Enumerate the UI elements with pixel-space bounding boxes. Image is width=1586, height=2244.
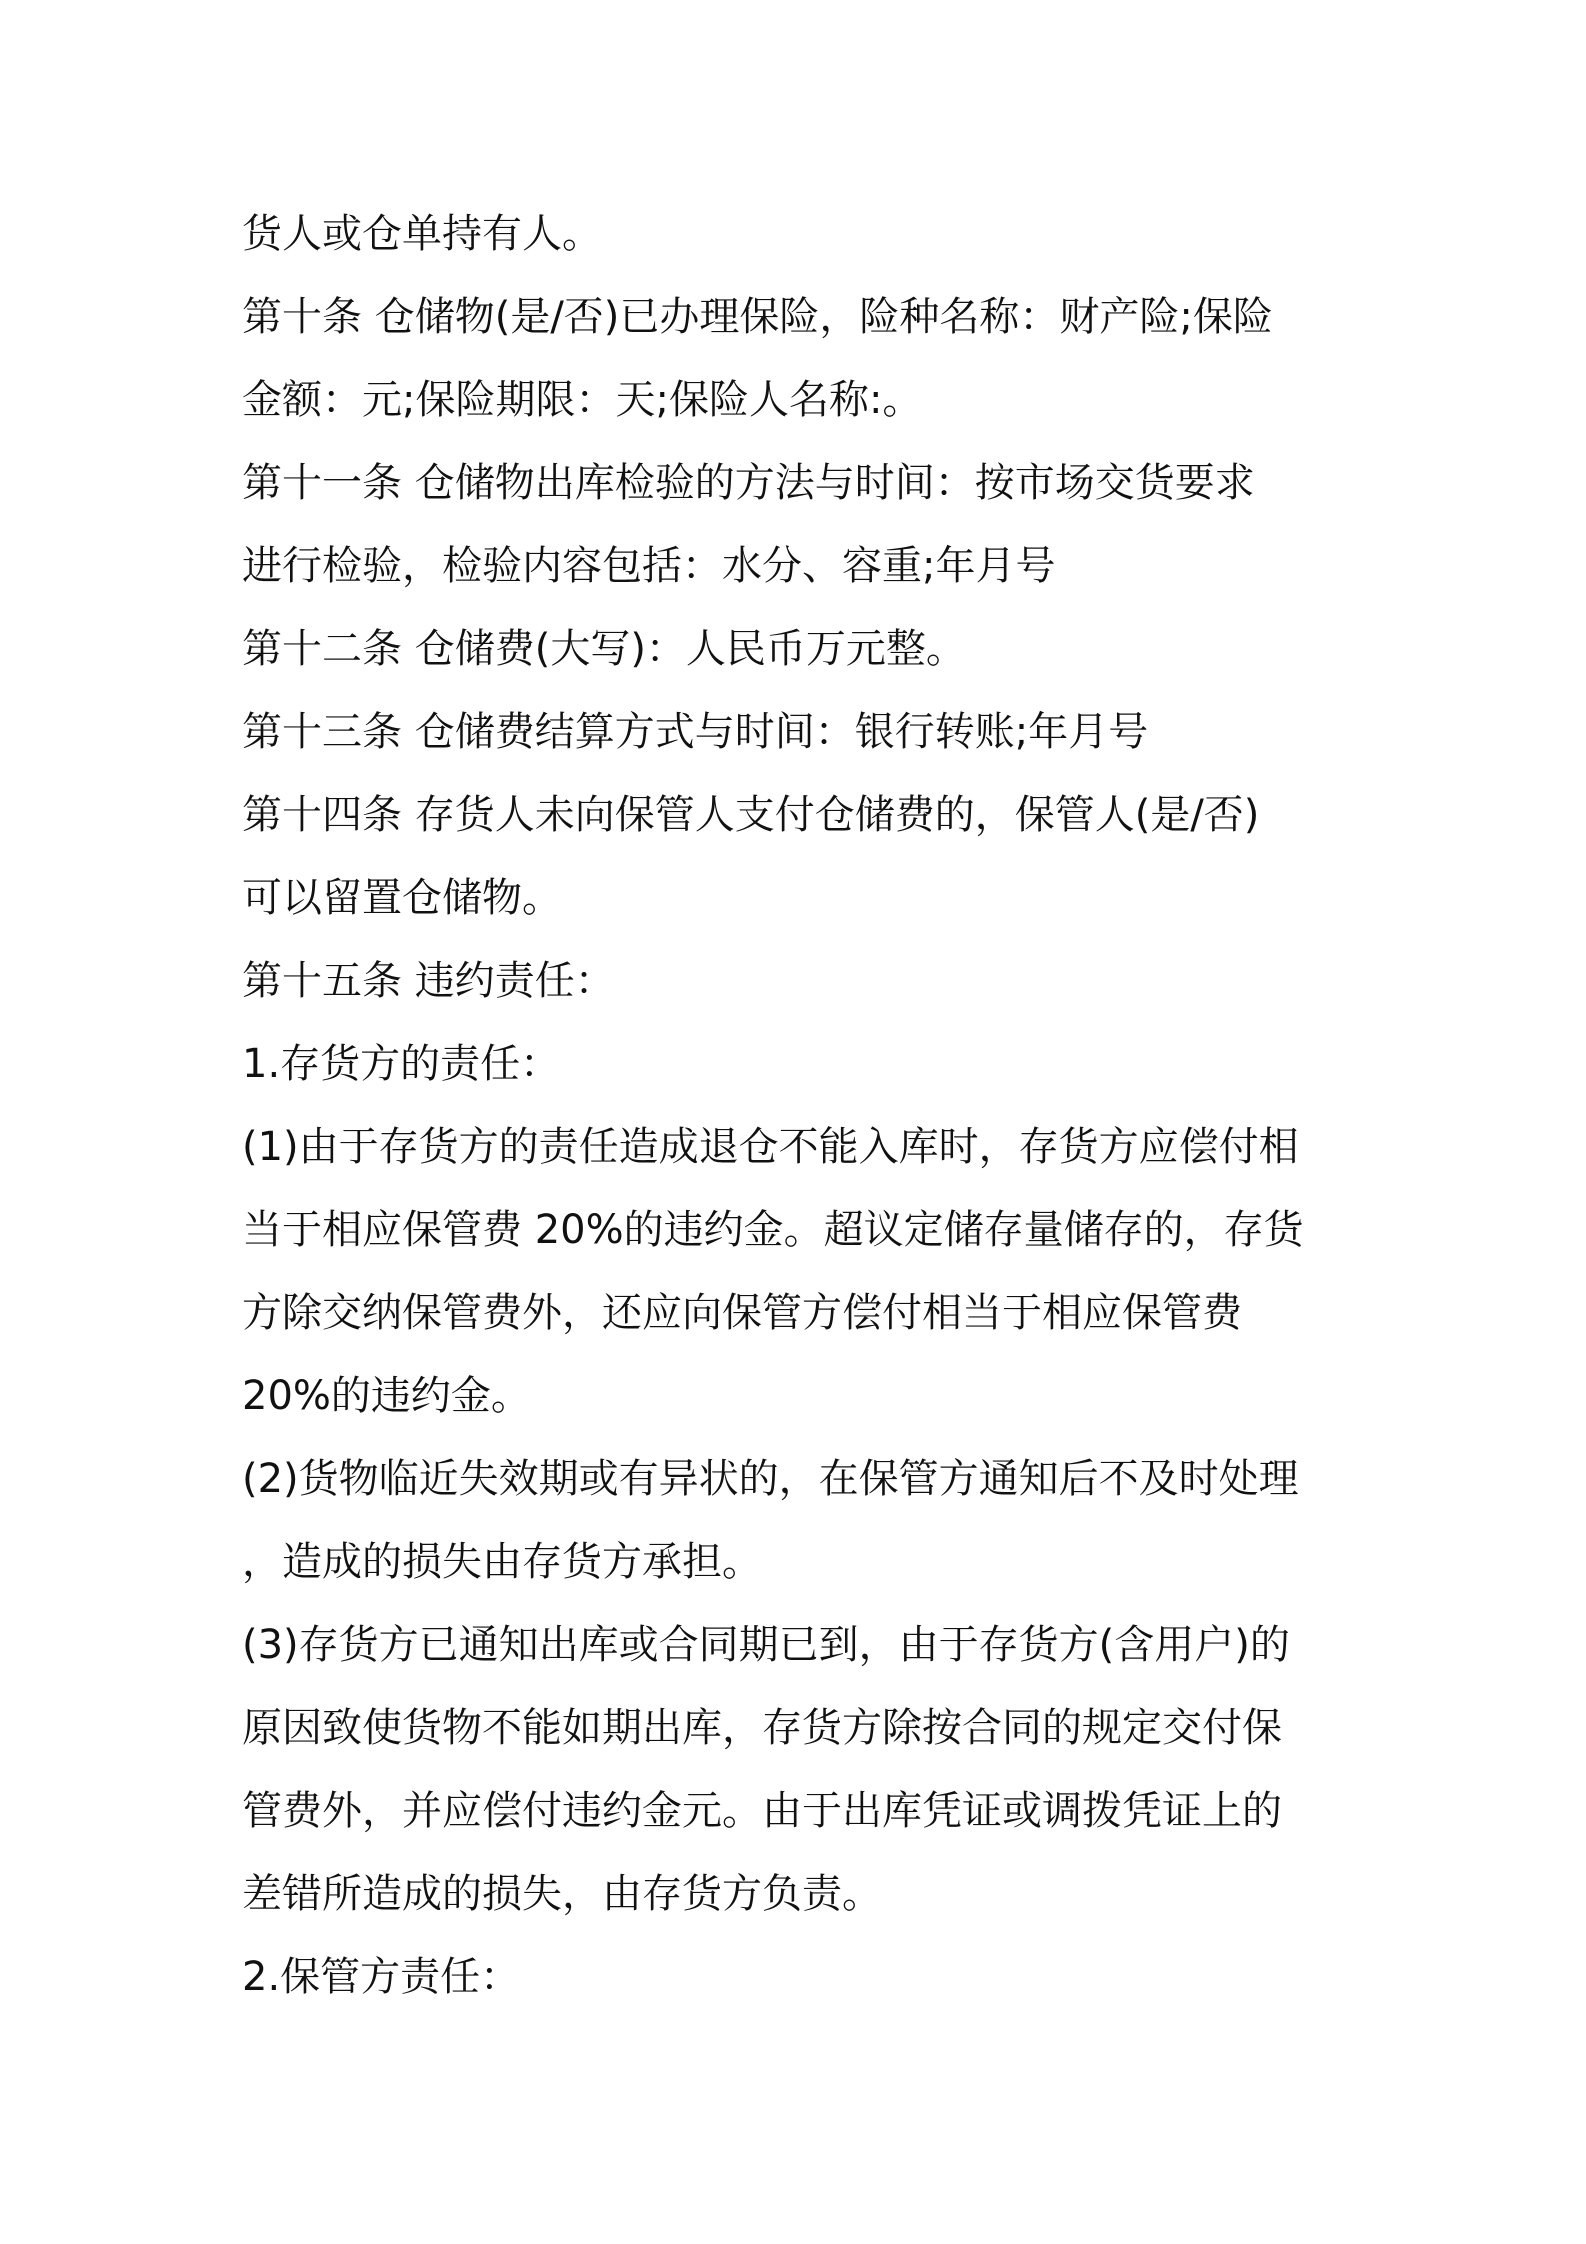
text-line: 金额：元;保险期限：天;保险人名称:。 [242, 377, 923, 423]
text-line: ，造成的损失由存货方承担。 [242, 1539, 762, 1585]
text-line: 第十四条 存货人未向保管人支付仓储费的，保管人(是/否) [242, 792, 1260, 838]
text-line: (3)存货方已通知出库或合同期已到，由于存货方(含用户)的 [242, 1622, 1290, 1668]
text-line: 20%的违约金。 [242, 1373, 531, 1419]
text-line: 2.保管方责任： [242, 1954, 521, 2000]
text-line: 1.存货方的责任： [242, 1041, 561, 1087]
text-line: 第十三条 仓储费结算方式与时间：银行转账;年月号 [242, 709, 1149, 755]
text-line: (1)由于存货方的责任造成退仓不能入库时，存货方应偿付相 [242, 1124, 1299, 1170]
text-line: 方除交纳保管费外，还应向保管方偿付相当于相应保管费 [242, 1290, 1242, 1336]
text-line: 当于相应保管费 20%的违约金。超议定储存量储存的，存货 [242, 1207, 1304, 1253]
text-line: 第十二条 仓储费(大写)：人民币万元整。 [242, 626, 966, 672]
text-line: 第十五条 违约责任： [242, 958, 615, 1004]
document-body [242, 193, 1357, 2019]
text-line: (2)货物临近失效期或有异状的，在保管方通知后不及时处理 [242, 1456, 1299, 1502]
text-line: 进行检验，检验内容包括：水分、容重;年月号 [242, 543, 1056, 589]
text-line: 第十条 仓储物(是/否)已办理保险，险种名称：财产险;保险 [242, 294, 1273, 340]
text-line: 原因致使货物不能如期出库，存货方除按合同的规定交付保 [242, 1705, 1282, 1751]
text-line: 管费外，并应偿付违约金元。由于出库凭证或调拨凭证上的 [242, 1788, 1282, 1834]
text-line: 第十一条 仓储物出库检验的方法与时间：按市场交货要求 [242, 460, 1255, 506]
text-line: 货人或仓单持有人。 [242, 211, 602, 257]
text-line: 差错所造成的损失，由存货方负责。 [242, 1871, 882, 1917]
text-line: 可以留置仓储物。 [242, 875, 562, 921]
